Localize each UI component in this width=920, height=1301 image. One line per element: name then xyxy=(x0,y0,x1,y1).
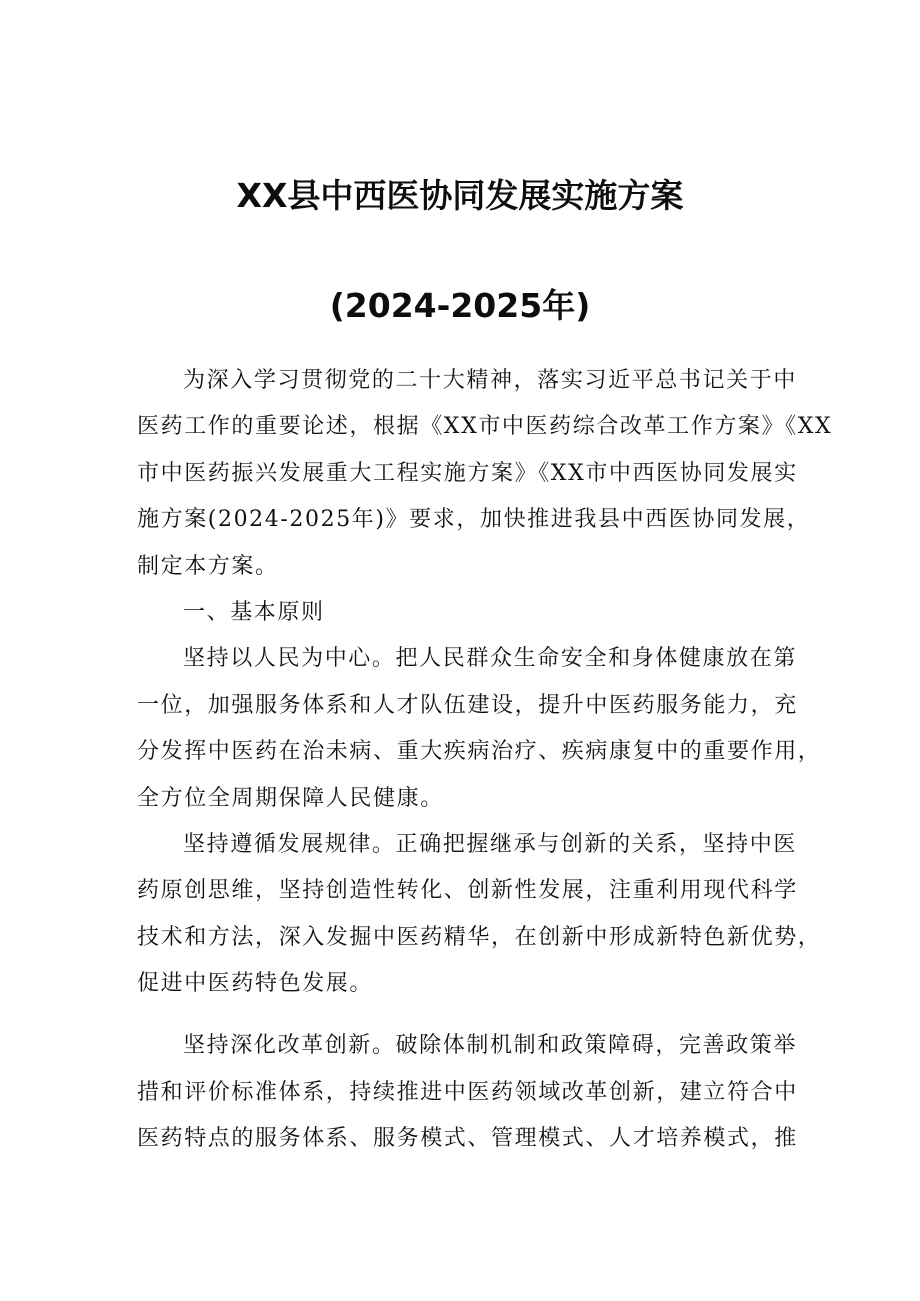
text-line: 措和评价标准体系，持续推进中医药领域改革创新，建立符合中 xyxy=(137,1079,798,1105)
text-line: 为深入学习贯彻党的二十大精神，落实习近平总书记关于中 xyxy=(183,368,797,393)
text-line: 施方案(2024-2025年)》要求，加快推进我县中西医协同发展， xyxy=(137,507,811,533)
paragraph-principle-3 xyxy=(137,1023,797,1162)
document-subtitle: (2024-2025年) xyxy=(329,286,591,325)
text-line: 一位，加强服务体系和人才队伍建设，提升中医药服务能力，充 xyxy=(137,692,798,718)
document-title: XX县中西医协同发展实施方案 xyxy=(236,176,684,215)
text-line: 制定本方案。 xyxy=(137,553,279,579)
text-line: 市中医药振兴发展重大工程实施方案》《XX市中西医协同发展实 xyxy=(137,460,798,486)
text-line: 药原创思维，坚持创造性转化、创新性发展，注重利用现代科学 xyxy=(137,878,798,904)
text-line: 一、基本原则 xyxy=(183,599,325,625)
paragraph-section-heading xyxy=(137,590,797,636)
paragraph-principle-2 xyxy=(137,822,822,1008)
text-line: 促进中医药特色发展。 xyxy=(137,971,374,997)
text-line: 分发挥中医药在治未病、重大疾病治疗、疾病康复中的重要作用， xyxy=(137,739,822,765)
text-line: 坚持以人民为中心。把人民群众生命安全和身体健康放在第 xyxy=(183,646,797,672)
text-line: 全方位全周期保障人民健康。 xyxy=(137,785,444,811)
text-line: 技术和方法，深入发掘中医药精华，在创新中形成新特色新优势， xyxy=(137,924,822,950)
paragraph-intro xyxy=(137,358,833,590)
paragraph-principle-1 xyxy=(137,636,822,822)
text-line: 坚持遵循发展规律。正确把握继承与创新的关系，坚持中医 xyxy=(183,831,797,857)
text-line: 医药特点的服务体系、服务模式、管理模式、人才培养模式，推 xyxy=(137,1126,798,1152)
text-line: 坚持深化改革创新。破除体制机制和政策障碍，完善政策举 xyxy=(183,1033,797,1059)
text-line: 医药工作的重要论述，根据《XX市中医药综合改革工作方案》《XX xyxy=(137,414,833,440)
document-body xyxy=(137,358,833,1163)
